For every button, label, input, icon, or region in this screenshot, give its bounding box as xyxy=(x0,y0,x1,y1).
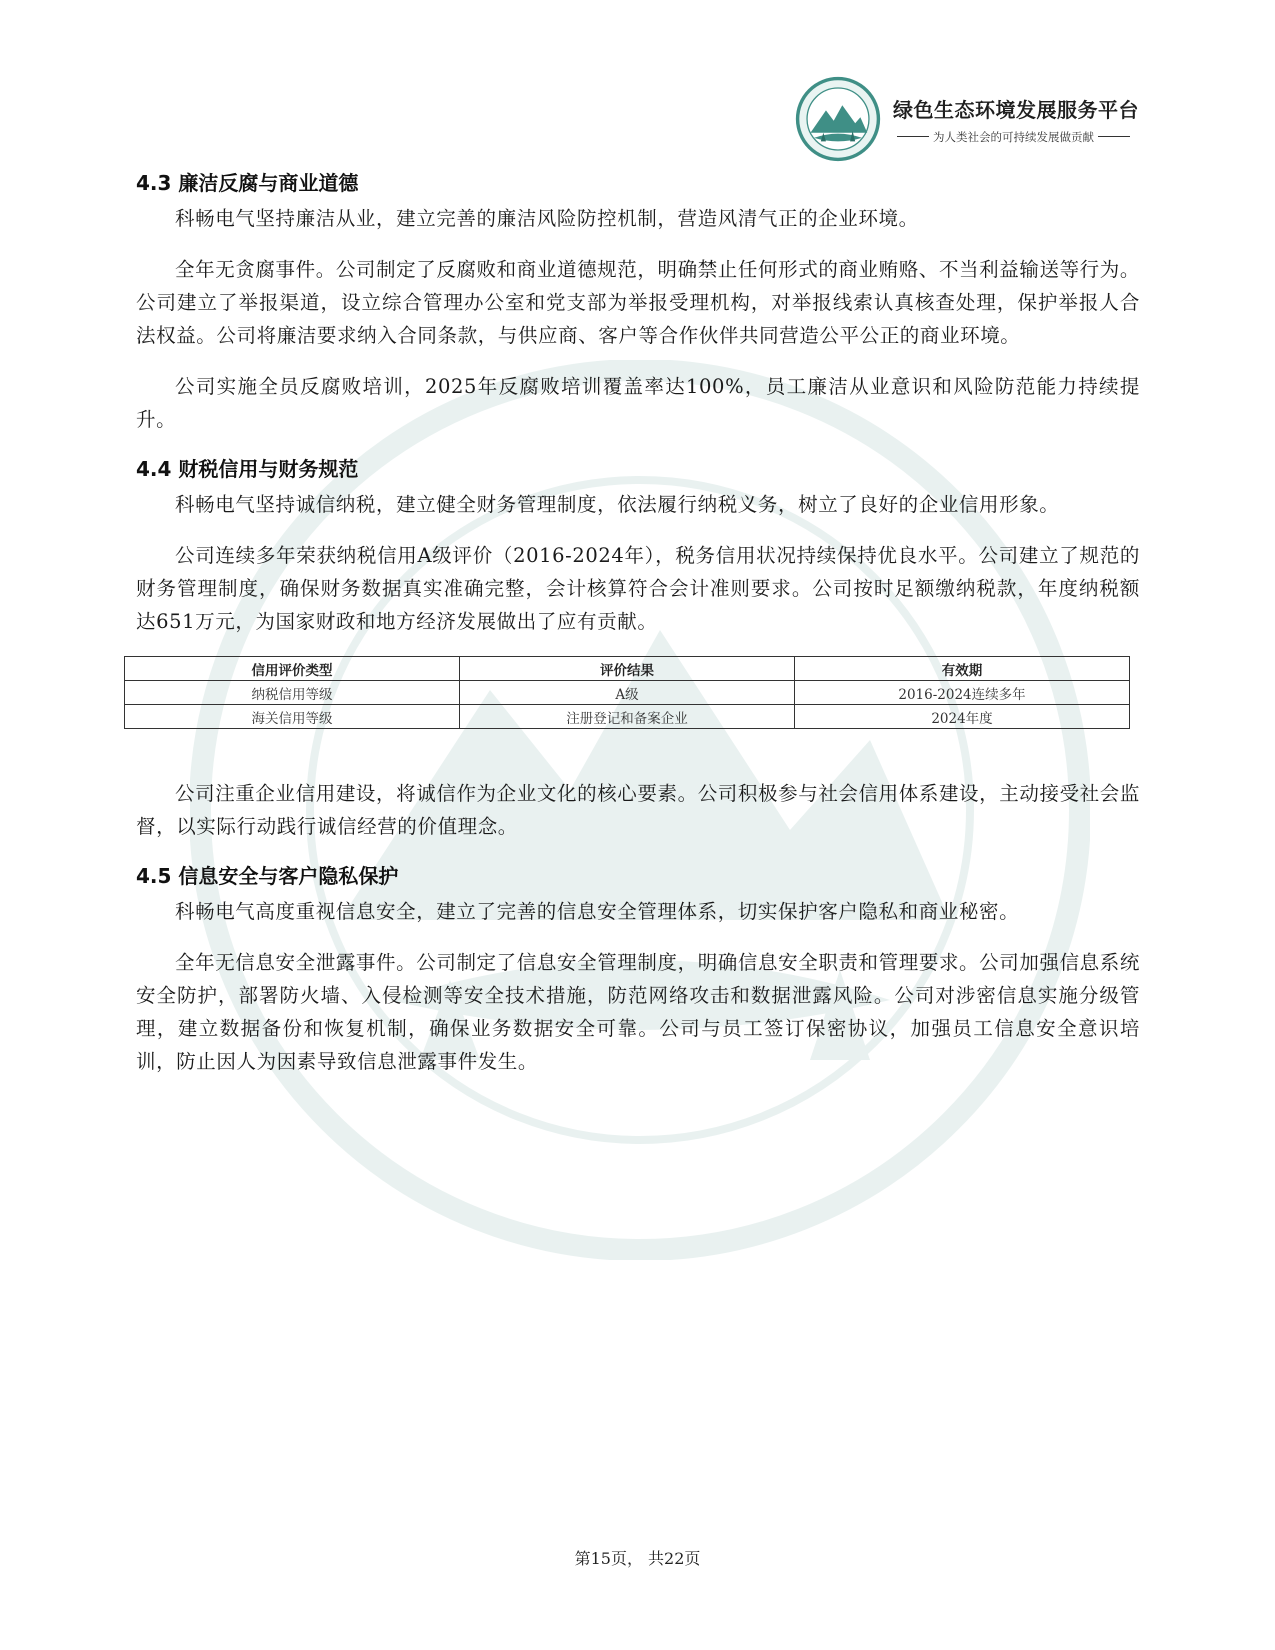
paragraph: 全年无信息安全泄露事件。公司制定了信息安全管理制度，明确信息安全职责和管理要求。公司加强信息系统安全防护，部署防火墙、入侵检测等安全技术措施，防范网络攻击和数据泄露风险。公司对涉密信息实施分级管理，建立数据备份和恢复机制，确保业务数据安全可靠。公司与员工签订保密协议，加强员工信息安全意识培训，防止因人为因素导致信息泄露事件发生。 xyxy=(136,951,1140,1073)
section-info-security xyxy=(136,861,1140,1078)
table-row xyxy=(125,681,1130,705)
slogan-text: 为人类社会的可持续发展做贡献 xyxy=(933,129,1094,144)
table-cell: 2016-2024连续多年 xyxy=(795,681,1130,705)
paragraph: 科畅电气高度重视信息安全，建立了完善的信息安全管理体系，切实保护客户隐私和商业秘密。 xyxy=(175,900,1020,923)
paragraph: 公司实施全员反腐败培训，2025年反腐败培训覆盖率达100%，员工廉洁从业意识和风险防范能力持续提升。 xyxy=(136,375,1140,431)
table-cell: 海关信用等级 xyxy=(125,705,460,729)
document-body xyxy=(136,168,1140,1096)
section-heading: 4.5 信息安全与客户隐私保护 xyxy=(136,864,399,888)
platform-name: 绿色生态环境发展服务平台 xyxy=(893,97,1139,122)
section-heading: 4.3 廉洁反腐与商业道德 xyxy=(136,171,359,195)
section-tax-credit xyxy=(136,454,1140,843)
column-header: 评价结果 xyxy=(460,657,795,681)
table-cell: 纳税信用等级 xyxy=(125,681,460,705)
table-cell: 注册登记和备案企业 xyxy=(460,705,795,729)
section-heading: 4.4 财税信用与财务规范 xyxy=(136,457,359,481)
mountain-seal-logo-icon xyxy=(795,76,881,162)
section-anti-corruption xyxy=(136,168,1140,436)
table-row xyxy=(125,705,1130,729)
header-brand xyxy=(795,76,1139,162)
page-number: 第15页， 共22页 xyxy=(574,1549,701,1568)
table-cell: 2024年度 xyxy=(795,705,1130,729)
paragraph: 科畅电气坚持诚信纳税，建立健全财务管理制度，依法履行纳税义务，树立了良好的企业信用形象。 xyxy=(175,493,1060,516)
paragraph: 全年无贪腐事件。公司制定了反腐败和商业道德规范，明确禁止任何形式的商业贿赂、不当利益输送等行为。公司建立了举报渠道，设立综合管理办公室和党支部为举报受理机构，对举报线索认真核查处理，保护举报人合法权益。公司将廉洁要求纳入合同条款，与供应商、客户等合作伙伴共同营造公平公正的商业环境。 xyxy=(136,258,1140,347)
paragraph: 科畅电气坚持廉洁从业，建立完善的廉洁风险防控机制，营造风清气正的企业环境。 xyxy=(175,207,919,230)
slogan-rule-right xyxy=(1098,136,1130,137)
column-header: 信用评价类型 xyxy=(125,657,460,681)
credit-rating-table xyxy=(124,656,1130,729)
paragraph: 公司连续多年荣获纳税信用A级评价（2016-2024年），税务信用状况持续保持优良水平。公司建立了规范的财务管理制度，确保财务数据真实准确完整，会计核算符合会计准则要求。公司按时足额缴纳税款，年度纳税额达651万元，为国家财政和地方经济发展做出了应有贡献。 xyxy=(136,544,1140,633)
slogan-rule-left xyxy=(897,136,929,137)
table-header-row xyxy=(125,657,1130,681)
platform-slogan xyxy=(893,129,1139,145)
column-header: 有效期 xyxy=(795,657,1130,681)
paragraph: 公司注重企业信用建设，将诚信作为企业文化的核心要素。公司积极参与社会信用体系建设，主动接受社会监督，以实际行动践行诚信经营的价值理念。 xyxy=(136,782,1140,838)
table-cell: A级 xyxy=(460,681,795,705)
